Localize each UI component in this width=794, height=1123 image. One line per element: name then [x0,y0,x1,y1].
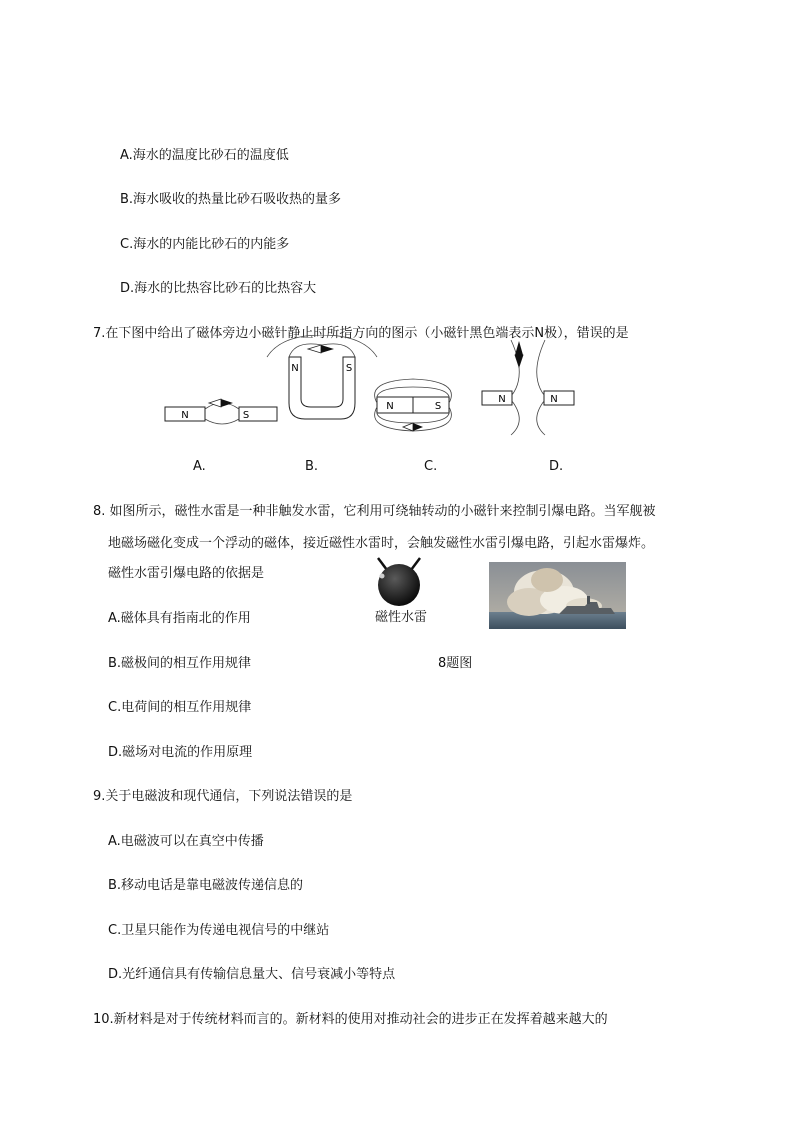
q10-stem: 10.新材料是对于传统材料而言的。新材料的使用对推动社会的进步正在发挥着越来越大的 [93,1012,608,1027]
needle-b-white [308,345,321,353]
q8-stem-line3: 磁性水雷引爆电路的依据是 [108,566,265,581]
figure-b [267,335,377,419]
figure-c-pole-n: N [386,401,394,412]
q9-option-c: C.卫星只能作为传递电视信号的中继站 [108,923,330,938]
q8-figure-caption: 8题图 [438,656,473,671]
needle-d-black-lower [515,355,523,367]
q9-option-d: D.光纤通信具有传输信息量大、信号衰减小等特点 [108,967,396,982]
figure-d-pole-n-left: N [498,394,506,405]
q8-stem-line2: 地磁场磁化变成一个浮动的磁体，接近磁性水雷时，会触发磁性水雷引爆电路，引起水雷爆炸。 [108,536,655,551]
needle-a-black [221,399,233,407]
figure-c [375,379,452,431]
q9-option-a: A.电磁波可以在真空中传播 [108,834,264,849]
figure-b-pole-s: S [345,363,353,374]
figure-d [482,340,574,435]
q8-option-a: A.磁体具有指南北的作用 [108,611,251,626]
q6-option-b: B.海水吸收的热量比砂石吸收热的量多 [120,192,342,207]
q8-option-c: C.电荷间的相互作用规律 [108,700,252,715]
q6-option-d: D.海水的比热容比砂石的比热容大 [120,281,317,296]
q6-option-a: A.海水的温度比砂石的温度低 [120,148,289,163]
figure-c-pole-s: S [434,401,442,412]
figure-a-pole-n: N [181,410,189,421]
q7-label-c: C. [424,459,438,474]
q7-label-b: B. [305,459,319,474]
figure-b-pole-n: N [291,363,299,374]
explosion-photo [489,562,626,629]
needle-c-black [413,423,423,431]
magnetic-mine-image [368,556,430,608]
figure-a-pole-s: S [242,410,250,421]
mine-caption: 磁性水雷 [375,610,428,625]
q7-figure [155,335,595,445]
q7-stem: 7.在下图中给出了磁体旁边小磁针静止时所指方向的图示（小磁针黑色端表示N极），错误的是 [93,326,629,341]
needle-d-black [515,341,523,355]
q8-option-d: D.磁场对电流的作用原理 [108,745,253,760]
needle-b-black [321,345,334,353]
q9-option-b: B.移动电话是靠电磁波传递信息的 [108,878,304,893]
figure-d-pole-n-right: N [550,394,558,405]
figure-a [165,399,277,424]
q7-label-a: A. [193,459,206,474]
q8-option-b: B.磁极间的相互作用规律 [108,656,252,671]
q7-label-d: D. [549,459,564,474]
q8-stem-line1: 8. 如图所示，磁性水雷是一种非触发水雷，它利用可绕轴转动的小磁针来控制引爆电路。当军舰被 [93,504,656,519]
needle-c-white [403,423,413,431]
q6-option-c: C.海水的内能比砂石的内能多 [120,237,290,252]
q9-stem: 9.关于电磁波和现代通信，下列说法错误的是 [93,789,353,804]
